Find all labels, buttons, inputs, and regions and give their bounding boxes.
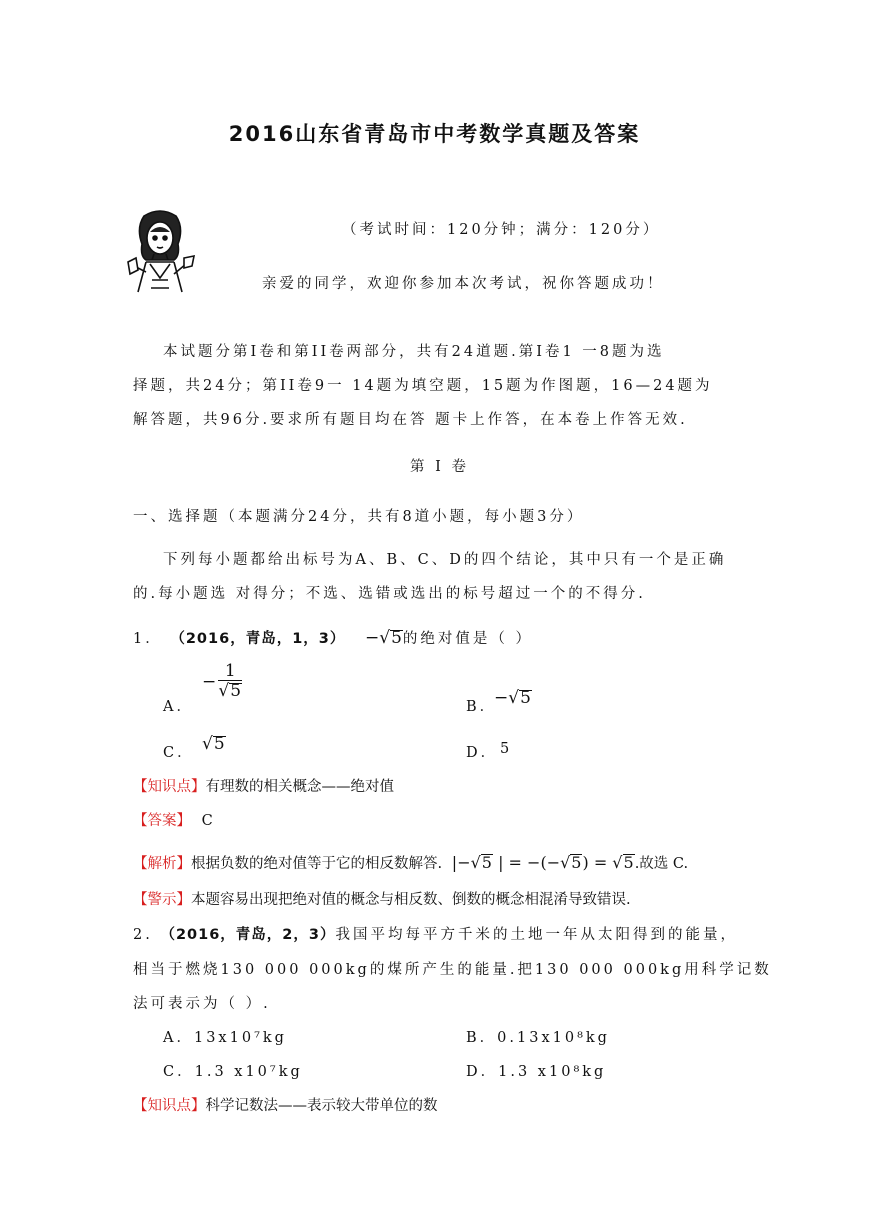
q1-stem — [133, 627, 533, 648]
q1-option-b-label: B． — [466, 699, 498, 715]
analysis-math: |−√5 | = −(−√5) = √5 — [446, 853, 634, 872]
q1-answer — [133, 809, 213, 830]
q1-option-a-label: A． — [163, 699, 194, 715]
q2-option-c-value: 1.3 x10⁷kg — [194, 1064, 303, 1080]
intro-line-1: 本试题分第Ⅰ卷和第ⅠⅠ卷两部分，共有24道题.第Ⅰ卷1 一8题为选 — [163, 344, 665, 360]
q2-option-b — [466, 1026, 610, 1047]
q2-option-d-label: D． — [466, 1064, 499, 1080]
intro-line-2: 择题，共24分；第II卷9一 14题为填空题，15题为作图题，16—24题为 — [133, 378, 713, 394]
q2-source: （2016，青岛，2，3） — [160, 927, 336, 943]
q1-option-d-value: 5 — [500, 741, 513, 757]
q1-number: 1． — [133, 631, 163, 647]
instructions-line-1: 下列每小题都给出标号为A、B、C、D的四个结论，其中只有一个是正确 — [163, 552, 727, 568]
q1-option-c-label: C． — [163, 745, 195, 761]
q1-expr: −√5 — [365, 628, 402, 648]
intro-line-3: 解答题，共96分.要求所有题目均在答 题卡上作答，在本卷上作答无效. — [133, 412, 688, 428]
answer-text: C — [201, 813, 213, 829]
warning-text: 本题容易出现把绝对值的概念与相反数、倒数的概念相混淆导致错误. — [191, 892, 631, 908]
q2-knowledge — [133, 1094, 438, 1115]
q2-stem-line-2: 相当于燃烧130 000 000kg的煤所产生的能量.把130 000 000kg用科学记数 — [133, 962, 772, 978]
warning-tag: 【警示】 — [133, 892, 191, 908]
section-heading: 一、选择题（本题满分24分，共有8道小题，每小题3分） — [133, 509, 585, 525]
q1-knowledge — [133, 775, 394, 796]
instructions-line-2: 的.每小题选 对得分；不选、选错或选出的标号超过一个的不得分. — [133, 586, 646, 602]
knowledge-text: 有理数的相关概念——绝对值 — [205, 779, 394, 795]
cartoon-girl-icon — [124, 208, 196, 294]
q2-option-a-label: A． — [163, 1030, 194, 1046]
knowledge-tag: 【知识点】 — [133, 779, 206, 795]
q1-stem-text: 的绝对值是（ ） — [402, 631, 534, 647]
q1-source: （2016，青岛，1，3） — [170, 631, 346, 647]
analysis-text: 根据负数的绝对值等于它的相反数解答. — [191, 856, 443, 872]
knowledge-tag: 【知识点】 — [133, 1098, 206, 1114]
greeting: 亲爱的同学，欢迎你参加本次考试，祝你答题成功！ — [262, 276, 665, 292]
q2-option-d-value: 1.3 x10⁸kg — [498, 1064, 607, 1080]
q2-option-c — [163, 1060, 303, 1081]
part-label: 第 I 卷 — [410, 459, 469, 475]
q1-option-d-label: D． — [466, 745, 499, 761]
q2-option-b-value: 0.13x10⁸kg — [497, 1030, 610, 1046]
q2-option-c-label: C． — [163, 1064, 195, 1080]
exam-info: （考试时间：120分钟；满分：120分） — [342, 222, 661, 238]
analysis-end: .故选 C. — [634, 856, 689, 872]
q2-option-b-label: B． — [466, 1030, 498, 1046]
q2-option-a-value: 13x10⁷kg — [193, 1030, 287, 1046]
q2-stem-line-1 — [133, 923, 738, 944]
knowledge-text: 科学记数法——表示较大带单位的数 — [205, 1098, 438, 1114]
q1-option-c-value: √5 — [202, 734, 225, 754]
q2-stem-line-3: 法可表示为（ ）. — [133, 996, 271, 1012]
page-title: 2016山东省青岛市中考数学真题及答案 — [228, 122, 641, 146]
q1-option-b-value: −√5 — [494, 688, 531, 708]
q2-stem-text-1: 我国平均每平方千米的土地一年从太阳得到的能量， — [335, 927, 738, 943]
q2-number: 2. — [133, 927, 153, 943]
q1-analysis — [133, 852, 688, 873]
q2-option-a — [163, 1026, 287, 1047]
answer-tag: 【答案】 — [133, 813, 191, 829]
q1-warning — [133, 888, 631, 909]
q1-option-a-value: − $\frac{1}{√5}$ — [202, 661, 242, 701]
q2-option-d — [466, 1060, 606, 1081]
analysis-tag: 【解析】 — [133, 856, 191, 872]
